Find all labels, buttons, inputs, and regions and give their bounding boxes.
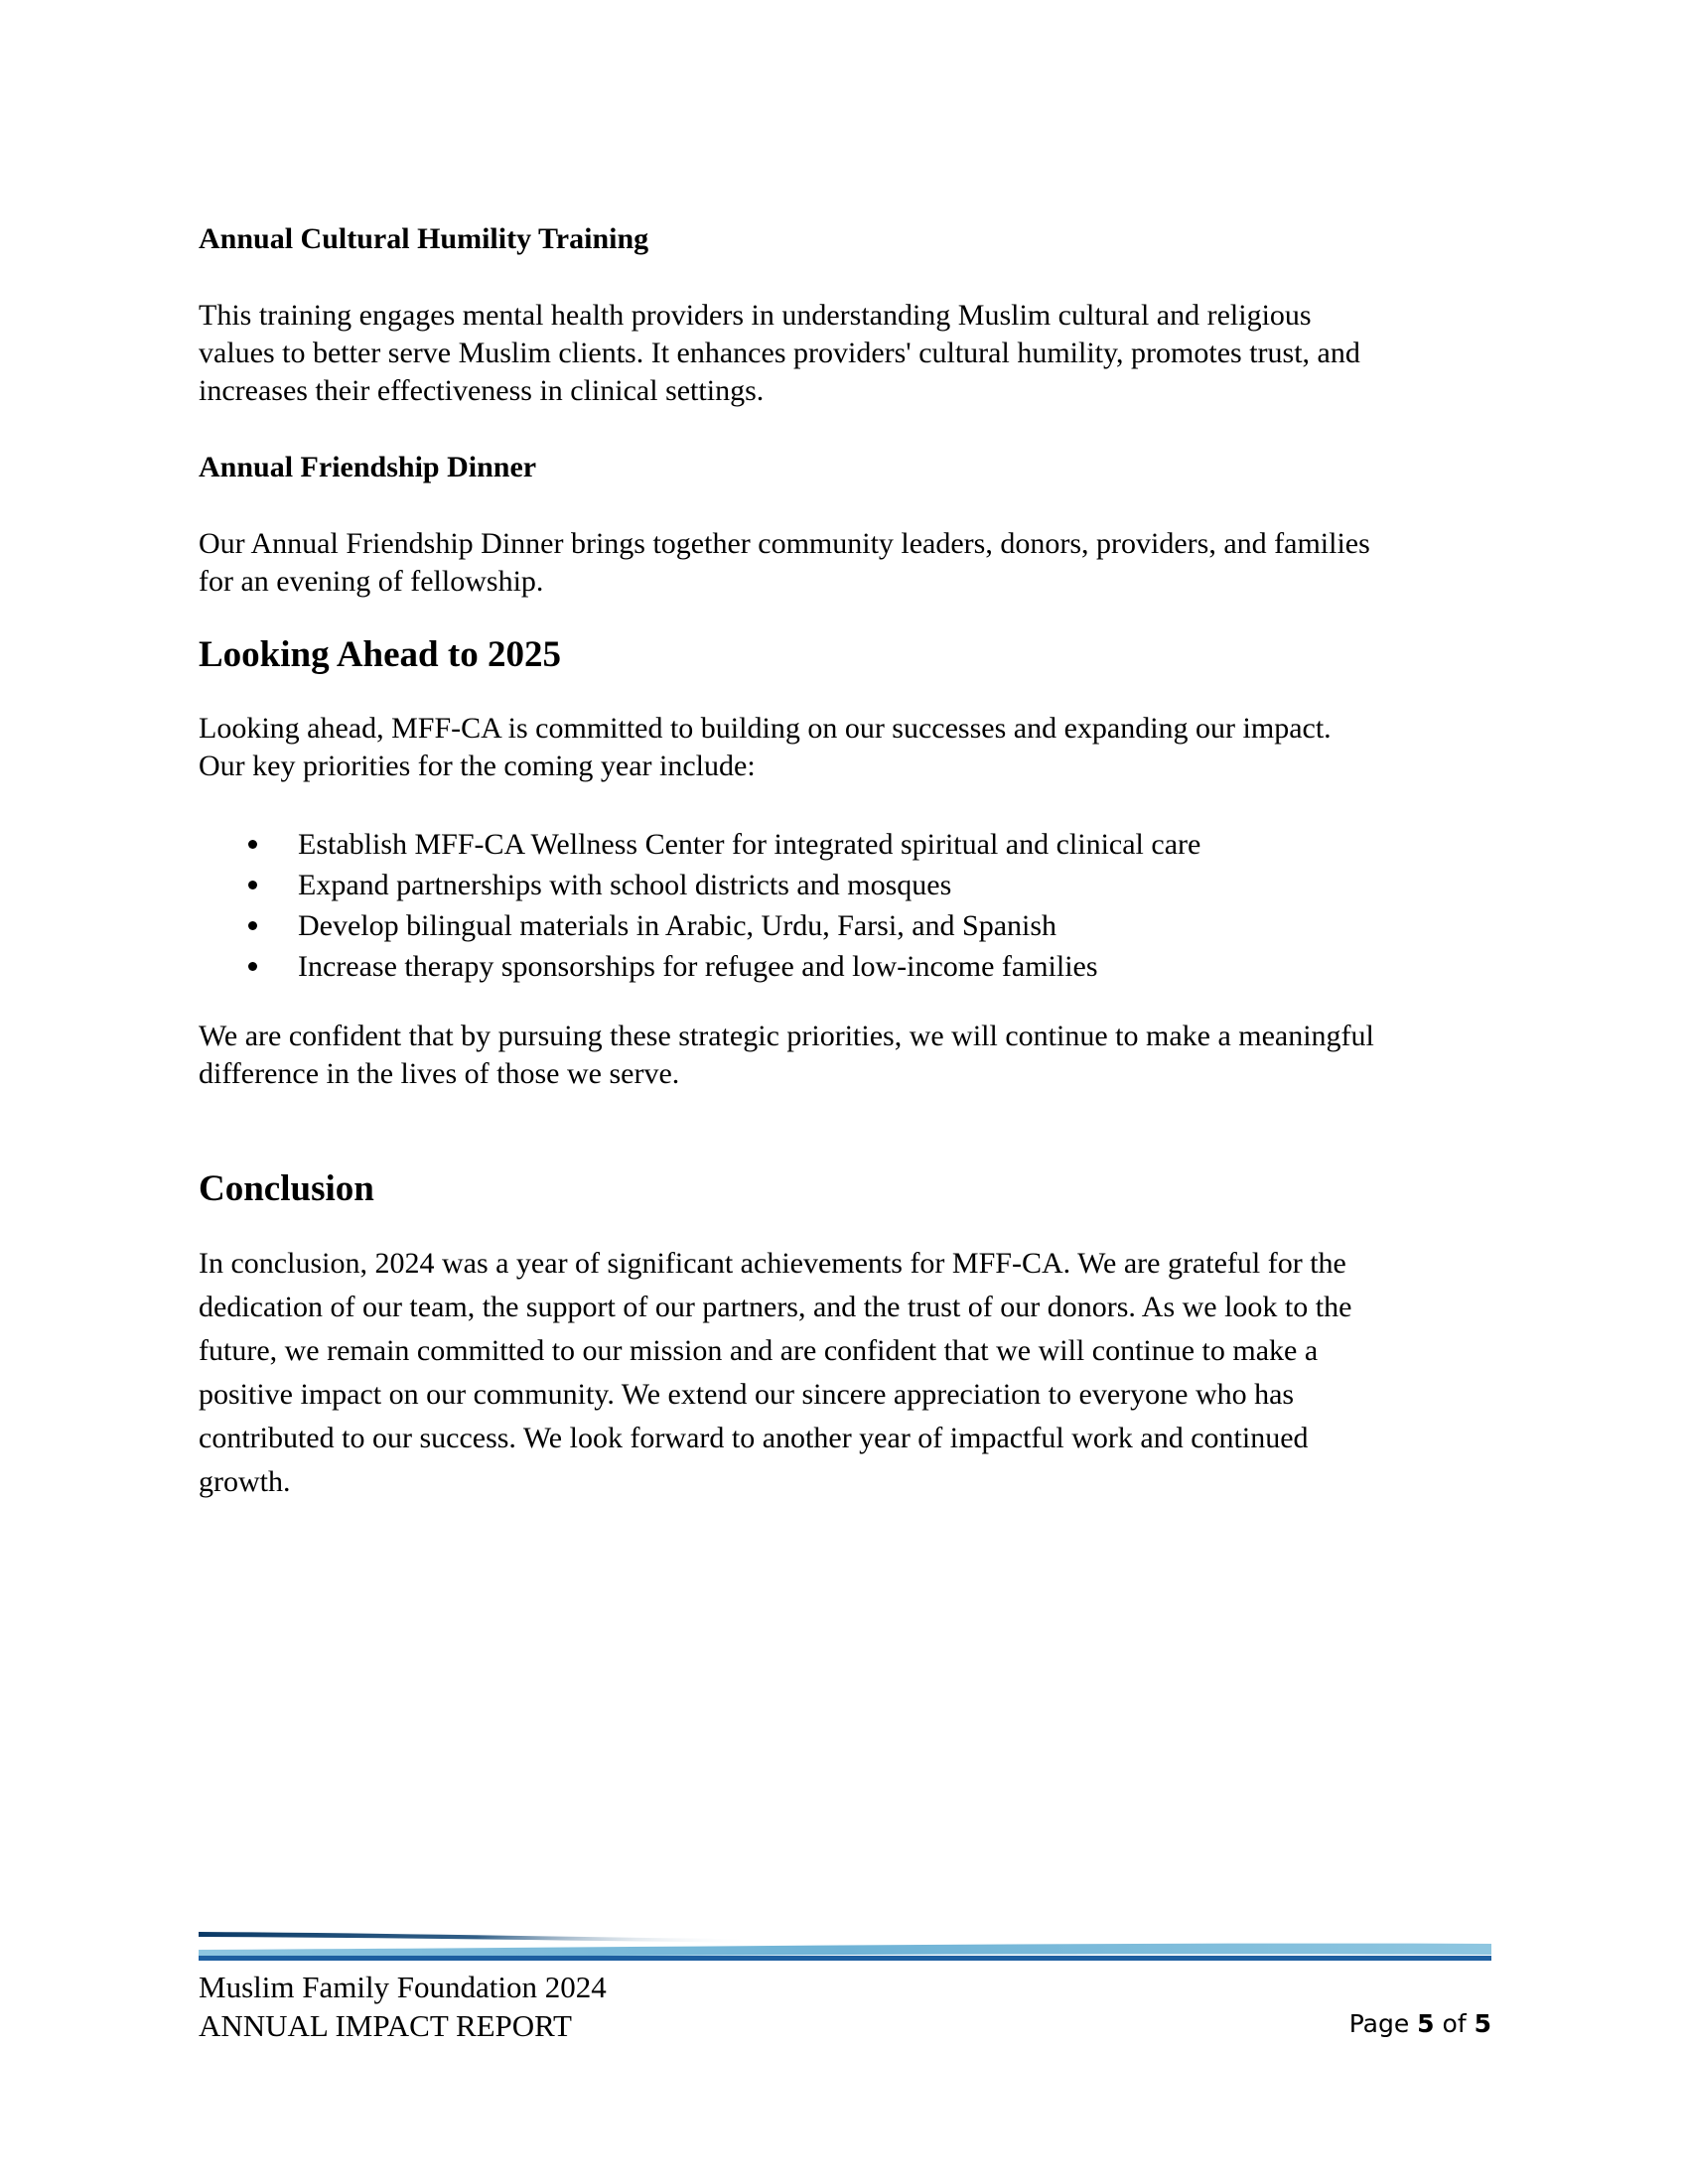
text-line: for an evening of fellowship. — [199, 565, 544, 598]
looking-ahead-intro — [199, 710, 1509, 785]
text-line: future, we remain committed to our mission and are confident that we will continue to make a — [199, 1334, 1319, 1367]
text-line: positive impact on our community. We extend our sincere appreciation to everyone who has — [199, 1378, 1295, 1411]
looking-ahead-closing — [199, 1018, 1509, 1093]
page-number — [1349, 2008, 1491, 2040]
footer-wave-rule — [199, 1928, 1491, 1964]
text-line: We are confident that by pursuing these strategic priorities, we will continue to make a meaningful — [199, 1020, 1374, 1052]
list-item — [199, 905, 1509, 946]
page-label: Page — [1348, 2009, 1410, 2038]
list-item — [199, 946, 1509, 987]
text-line: increases their effectiveness in clinical settings. — [199, 374, 765, 407]
looking-ahead-heading: Looking Ahead to 2025 — [199, 634, 561, 675]
page-of: of — [1442, 2009, 1467, 2038]
page-total: 5 — [1474, 2009, 1491, 2038]
priority-text: Develop bilingual materials in Arabic, Urdu, Farsi, and Spanish — [298, 909, 1057, 942]
conclusion-heading: Conclusion — [199, 1168, 374, 1209]
list-item — [199, 824, 1509, 865]
priorities-list — [199, 824, 1509, 987]
blue-base-line — [199, 1956, 1491, 1961]
dark-swoosh — [199, 1932, 993, 1943]
text-line: Our key priorities for the coming year include: — [199, 750, 756, 782]
bullet-icon — [248, 840, 257, 849]
light-band — [199, 1944, 1491, 1958]
text-line: In conclusion, 2024 was a year of significant achievements for MFF-CA. We are grateful for the — [199, 1247, 1346, 1280]
text-line: difference in the lives of those we serve. — [199, 1057, 680, 1090]
list-item — [199, 865, 1509, 905]
training-title: Annual Cultural Humility Training — [199, 222, 649, 255]
page-current: 5 — [1417, 2009, 1435, 2038]
text-line: This training engages mental health providers in understanding Muslim cultural and religious — [199, 299, 1312, 332]
priority-text: Establish MFF-CA Wellness Center for integrated spiritual and clinical care — [298, 828, 1201, 861]
bullet-icon — [248, 921, 257, 930]
text-line: growth. — [199, 1465, 291, 1498]
priority-text: Expand partnerships with school districts and mosques — [298, 869, 952, 901]
priority-text: Increase therapy sponsorships for refugee and low-income families — [298, 950, 1098, 983]
text-line: Our Annual Friendship Dinner brings together community leaders, donors, providers, and families — [199, 527, 1370, 560]
document-page — [199, 0, 1509, 2184]
text-line: dedication of our team, the support of our partners, and the trust of our donors. As we look to the — [199, 1291, 1352, 1323]
text-line: Looking ahead, MFF-CA is committed to building on our successes and expanding our impact. — [199, 712, 1332, 745]
footer-report-line: ANNUAL IMPACT REPORT — [199, 2008, 572, 2043]
training-paragraph — [199, 297, 1509, 410]
bullet-icon — [248, 881, 257, 889]
bullet-icon — [248, 962, 257, 971]
dinner-paragraph — [199, 525, 1509, 601]
dinner-title: Annual Friendship Dinner — [199, 451, 537, 483]
text-line: values to better serve Muslim clients. It enhances providers' cultural humility, promotes trust, and — [199, 337, 1360, 369]
conclusion-paragraph — [199, 1242, 1509, 1504]
footer-org-line: Muslim Family Foundation 2024 — [199, 1970, 607, 2004]
footer-left — [199, 1968, 607, 2045]
text-line: contributed to our success. We look forward to another year of impactful work and continued — [199, 1422, 1309, 1454]
